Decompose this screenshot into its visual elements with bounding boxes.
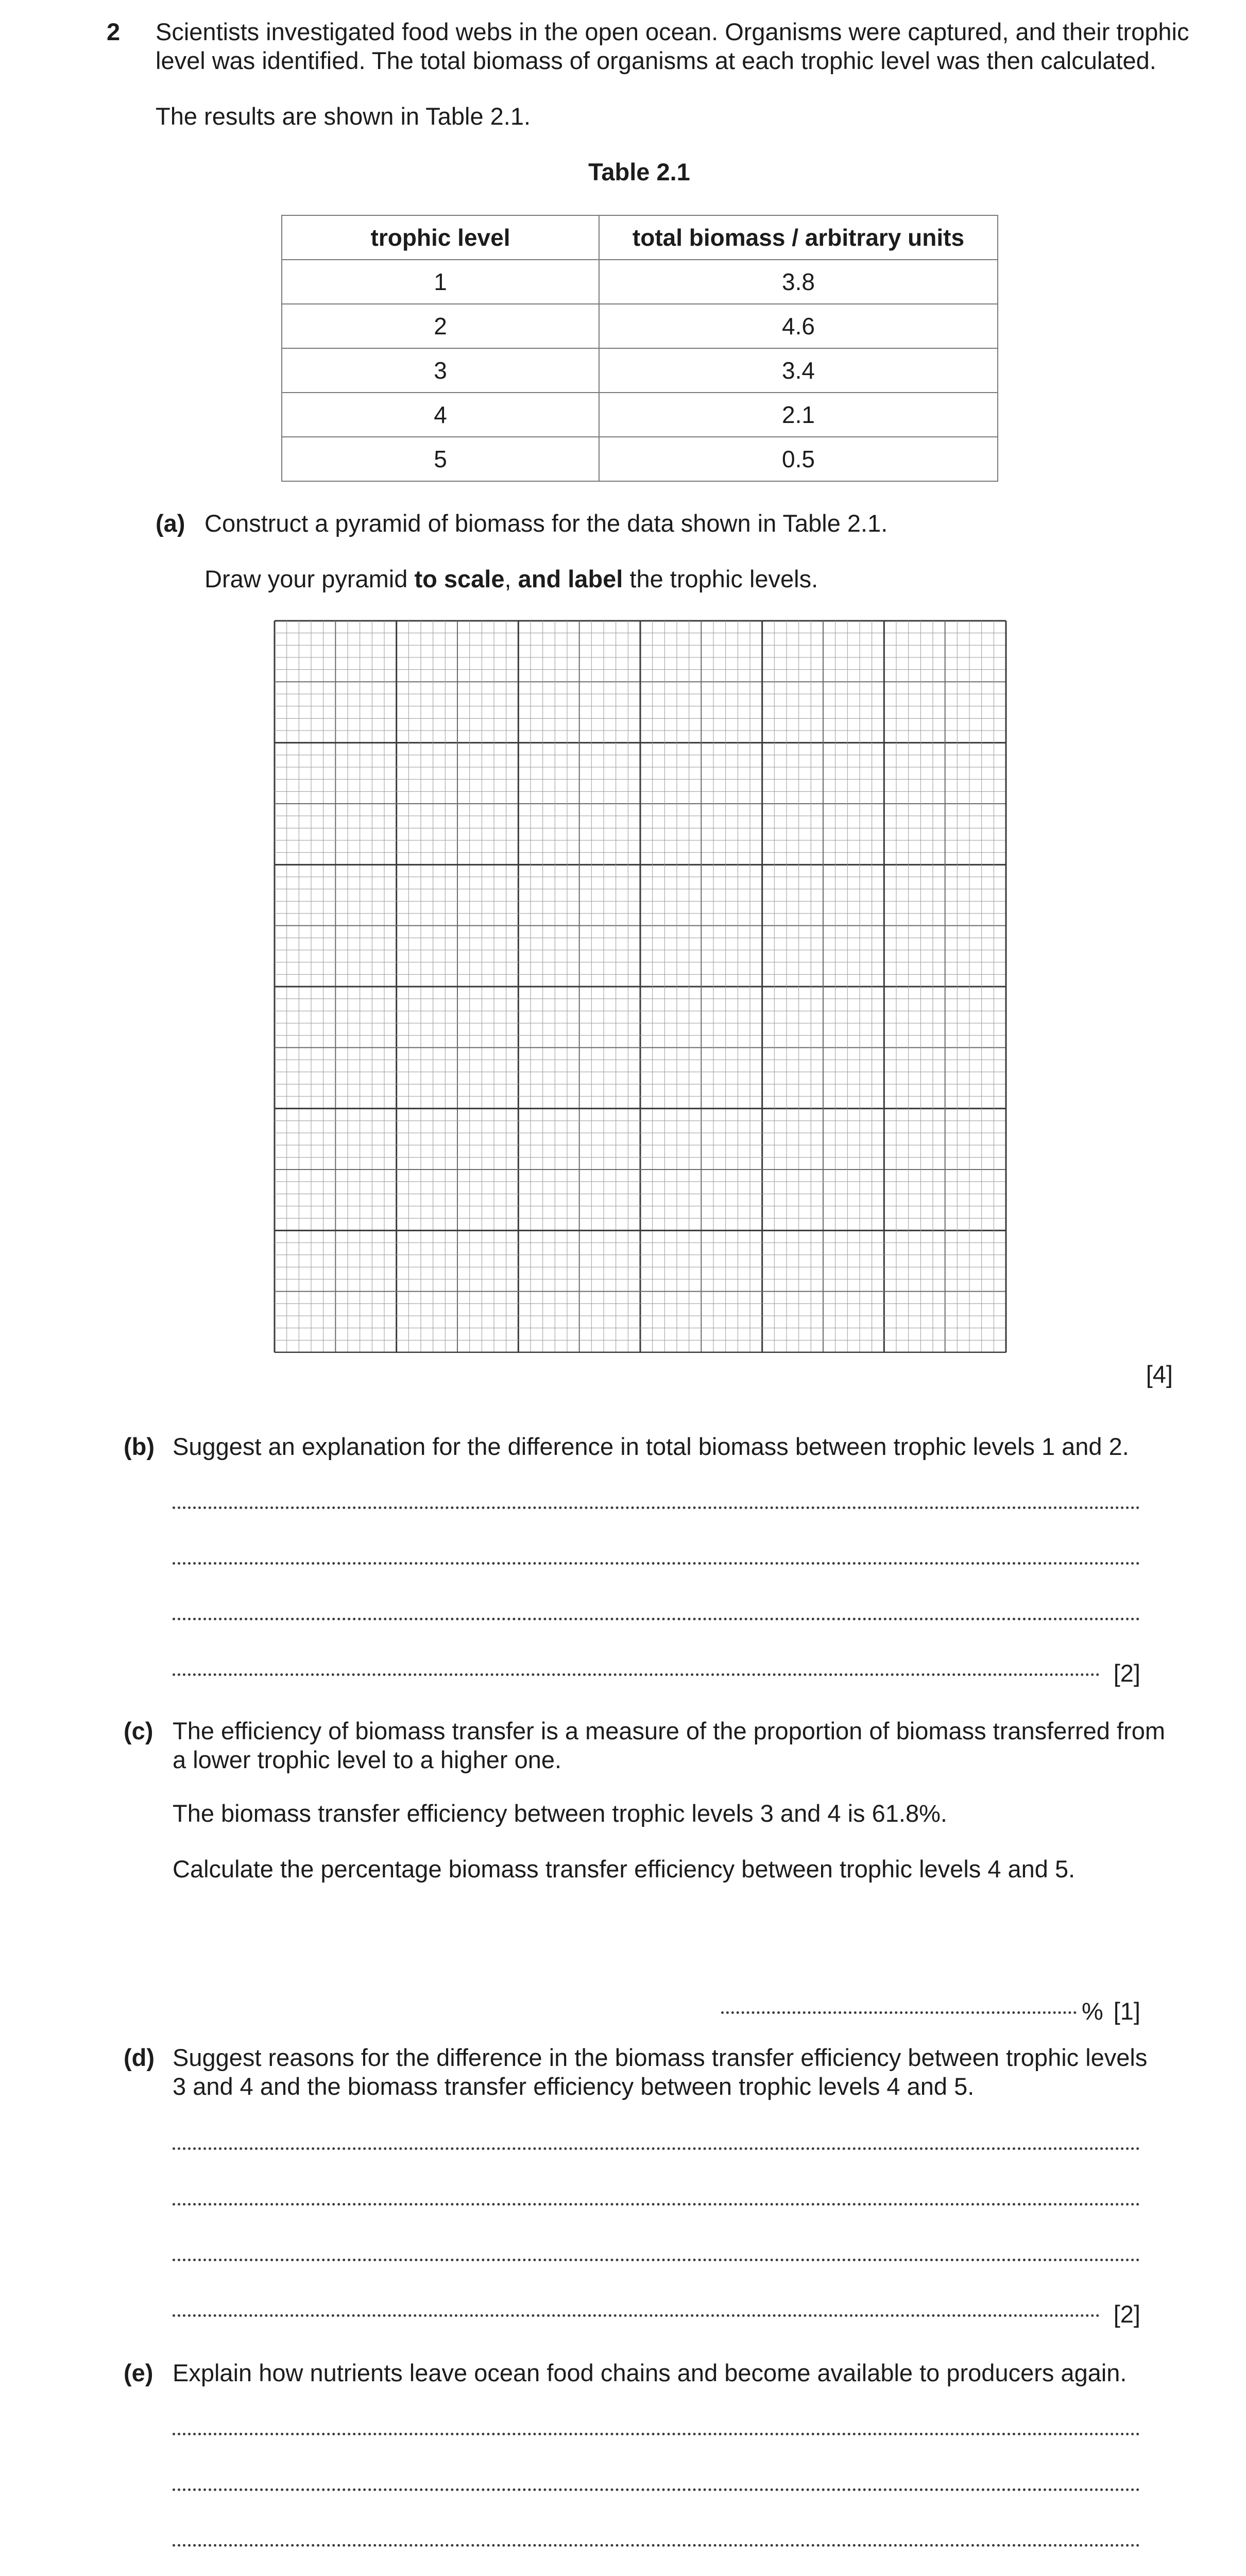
part-a-instruction (204, 565, 818, 594)
table-cell: 4.6 (599, 304, 998, 348)
table-cell: 1 (282, 260, 599, 304)
table-cell: 0.5 (599, 437, 998, 481)
instruction-text: Draw your pyramid (204, 565, 415, 592)
table-row (282, 348, 998, 393)
percent-unit: % (1082, 1997, 1103, 2025)
part-c-given: The biomass transfer efficiency between trophic levels 3 and 4 is 61.8%. (173, 1800, 947, 1827)
results-line: The results are shown in Table 2.1. (156, 103, 531, 130)
instruction-text: , (504, 565, 518, 592)
answer-line[interactable] (173, 2488, 1140, 2491)
answer-line[interactable] (173, 2203, 1140, 2206)
part-b-text: Suggest an explanation for the difference in total biomass between trophic levels 1 and 2. (173, 1433, 1129, 1460)
table-row (282, 437, 998, 481)
instruction-text: the trophic levels. (623, 565, 818, 592)
graph-paper-grid[interactable] (274, 620, 1007, 1353)
answer-line[interactable] (173, 2433, 1140, 2435)
table-header-row (282, 215, 998, 260)
part-a-label: (a) (156, 510, 185, 537)
answer-line[interactable] (173, 1562, 1140, 1565)
table-cell: 5 (282, 437, 599, 481)
part-e-label: (e) (124, 2359, 153, 2386)
table-row (282, 260, 998, 304)
answer-line[interactable] (721, 2011, 1077, 2014)
part-a-text: Construct a pyramid of biomass for the data shown in Table 2.1. (204, 510, 888, 537)
table-header-total-biomass: total biomass / arbitrary units (599, 215, 998, 260)
table-cell: 4 (282, 393, 599, 437)
table-cell: 3.4 (599, 348, 998, 393)
part-a-marks: [4] (1146, 1361, 1173, 1388)
answer-line[interactable] (173, 2544, 1140, 2547)
answer-line[interactable] (173, 2259, 1140, 2261)
question-number: 2 (107, 18, 121, 45)
table-row (282, 393, 998, 437)
answer-line[interactable] (173, 1673, 1100, 1676)
answer-line[interactable] (173, 1618, 1140, 1620)
part-c-text: The efficiency of biomass transfer is a measure of the proportion of biomass transferred from a lower trophic level to a higher one. (173, 1717, 1165, 1773)
part-b-label: (b) (124, 1433, 155, 1460)
answer-line[interactable] (173, 2147, 1140, 2150)
part-d-marks: [2] (1113, 2300, 1140, 2328)
table-cell: 3 (282, 348, 599, 393)
instruction-bold-scale: to scale (414, 565, 505, 592)
table-header-trophic-level: trophic level (282, 215, 599, 260)
table-caption: Table 2.1 (588, 158, 690, 185)
part-c-marks: [1] (1113, 1997, 1140, 2025)
question-intro: Scientists investigated food webs in the open ocean. Organisms were captured, and their trophic level was identified. The total biomass of organisms at each trophic level was then calculated. (156, 18, 1189, 74)
part-c-question: Calculate the percentage biomass transfer efficiency between trophic levels 4 and 5. (173, 1855, 1076, 1883)
part-e-text: Explain how nutrients leave ocean food chains and become available to producers again. (173, 2359, 1127, 2386)
instruction-bold-label: and label (518, 565, 623, 592)
table-row (282, 304, 998, 348)
part-d-label: (d) (124, 2044, 155, 2071)
table-cell: 3.8 (599, 260, 998, 304)
part-c-label: (c) (124, 1717, 153, 1744)
part-d-text: Suggest reasons for the difference in the biomass transfer efficiency between trophic levels 3 and 4 and the biomass transfer efficiency between trophic levels 4 and 5. (173, 2044, 1148, 2100)
table-cell: 2 (282, 304, 599, 348)
answer-line[interactable] (173, 2314, 1100, 2317)
biomass-table (281, 215, 998, 482)
table-cell: 2.1 (599, 393, 998, 437)
answer-line[interactable] (173, 1506, 1140, 1509)
part-b-marks: [2] (1113, 1659, 1140, 1687)
